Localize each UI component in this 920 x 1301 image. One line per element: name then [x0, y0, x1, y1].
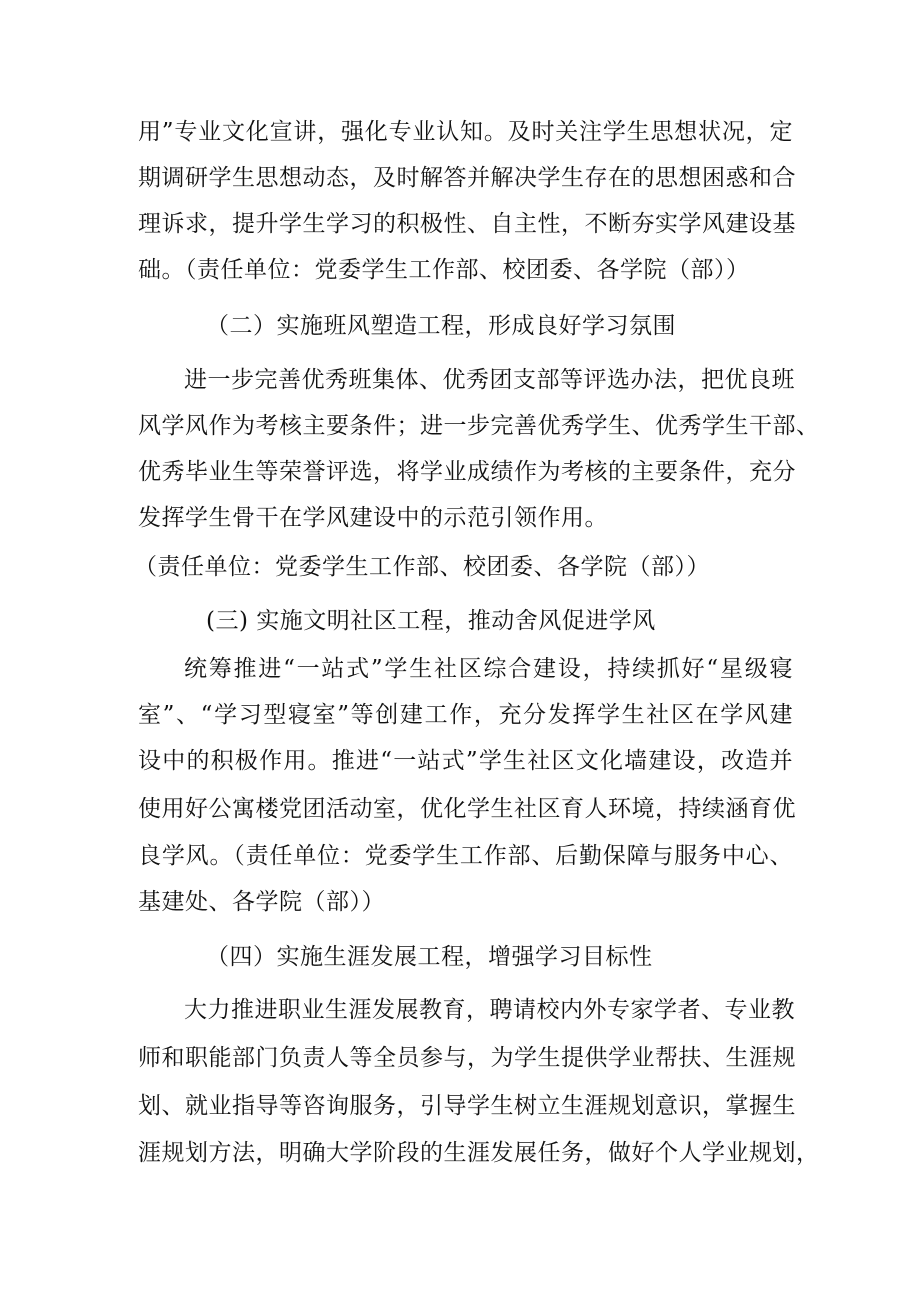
para3-line-2: 室”、“学习型寝室”等创建工作，充分发挥学生社区在学风建 — [138, 702, 793, 728]
para3-line-5: 良学风。（责任单位：党委学生工作部、后勤保障与服务中心、 — [138, 843, 793, 869]
para3-line-1: 统筹推进“一站式”学生社区综合建设，持续抓好“星级寝 — [184, 656, 793, 682]
section-heading-4: （四）实施生涯发展工程，增强学习目标性 — [206, 944, 653, 970]
para4-line-4: 涯规划方法，明确大学阶段的生涯发展任务，做好个人学业规划， — [138, 1140, 820, 1166]
para1-line-3: 理诉求，提升学生学习的积极性、自主性，不断夯实学风建设基 — [138, 211, 796, 237]
section-heading-2: （二）实施班风塑造工程，形成良好学习氛围 — [206, 313, 676, 339]
para4-line-3: 划、就业指导等咨询服务，引导学生树立生涯规划意识，掌握生 — [138, 1093, 796, 1119]
para3-line-3: 设中的积极作用。推进“一站式”学生社区文化墙建设，改造并 — [138, 748, 793, 774]
para2-line-3: 优秀毕业生等荣誉评选，将学业成绩作为考核的主要条件，充分 — [138, 459, 796, 485]
para2-line-1: 进一步完善优秀班集体、优秀团支部等评选办法，把优良班 — [184, 367, 795, 393]
para1-line-2: 期调研学生思想动态，及时解答并解决学生存在的思想困惑和合 — [138, 165, 796, 191]
para3-line-4: 使用好公寓楼党团活动室，优化学生社区育人环境，持续涵育优 — [138, 796, 796, 822]
para2-line-4: 发挥学生骨干在学风建设中的示范引领作用。 — [138, 505, 608, 531]
para4-line-2: 师和职能部门负责人等全员参与，为学生提供学业帮扶、生涯规 — [138, 1045, 796, 1071]
para1-line-1: 用”专业文化宣讲，强化专业认知。及时关注学生思想状况，定 — [138, 119, 793, 145]
para4-line-1: 大力推进职业生涯发展教育，聘请校内外专家学者、专业教 — [184, 997, 795, 1023]
para3-line-6: 基建处、各学院（部）） — [138, 889, 385, 915]
section-heading-3: (三) 实施文明社区工程，推动舍风促进学风 — [206, 608, 656, 634]
para1-line-4: 础。（责任单位：党委学生工作部、校团委、各学院（部）） — [138, 257, 750, 283]
para2-line-2: 风学风作为考核主要条件；进一步完善优秀学生、优秀学生干部、 — [138, 413, 820, 439]
para2-line-5: （责任单位：党委学生工作部、校团委、各学院（部）） — [134, 554, 710, 580]
